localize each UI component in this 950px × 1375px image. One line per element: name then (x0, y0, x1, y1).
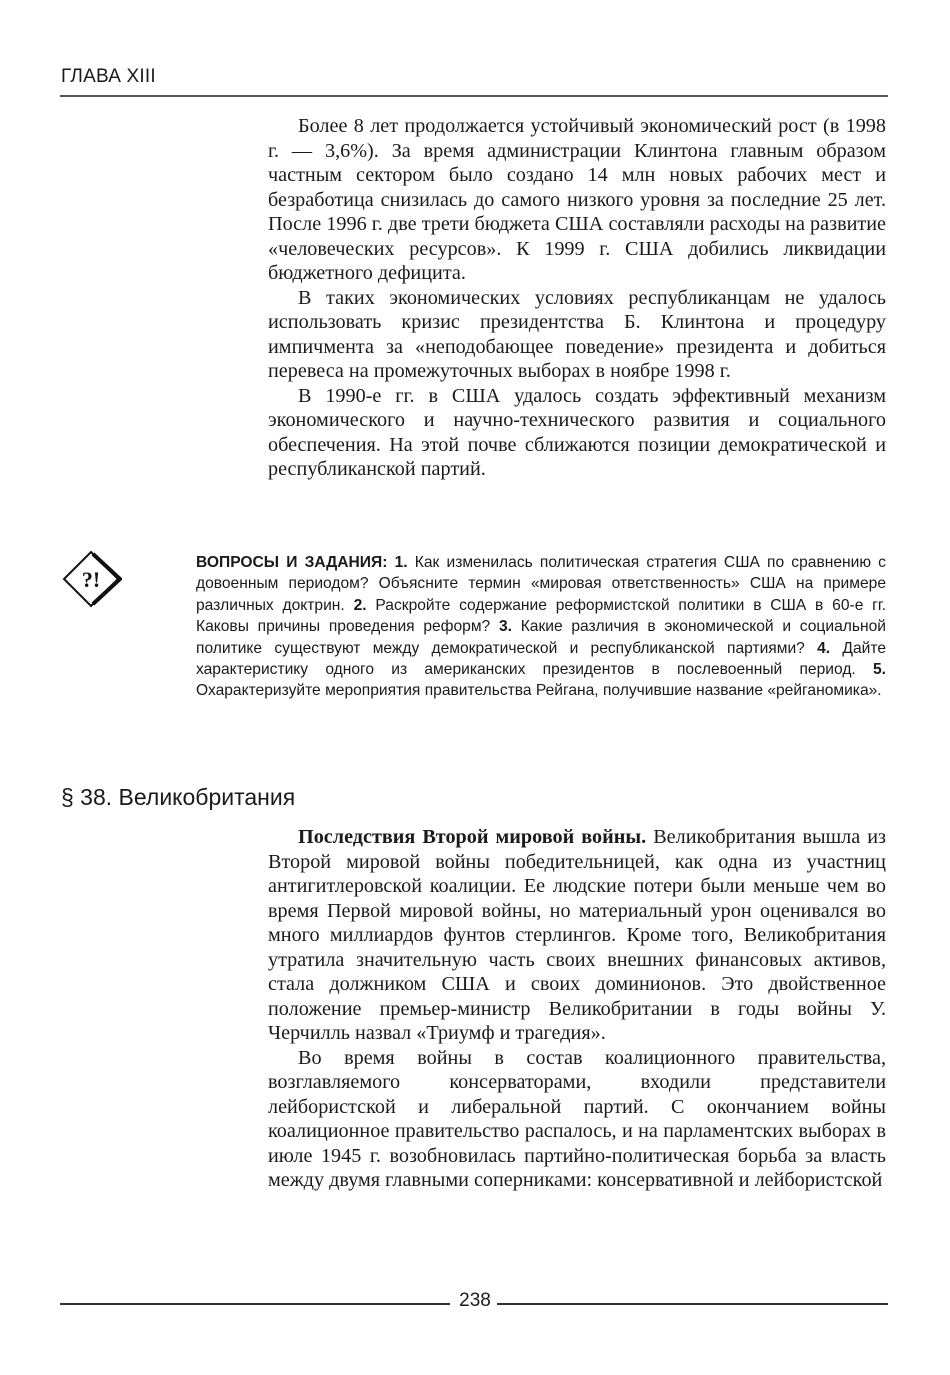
question-text: Какие различия в экономической и социальной политике существуют между демократической и республиканской партиями? (196, 618, 886, 657)
text-block-britain (268, 825, 886, 1193)
paragraph-lead: Последствия Второй мировой войны. (298, 826, 647, 848)
chapter-header: ГЛАВА XIII (61, 66, 156, 87)
paragraph: Во время войны в состав коалиционного правительства, возглавляемого консерваторами, входили представители лейбористской и либеральной партий. С окончанием войны коалиционное правительство распалось, и на парламентских выборах в июле 1945 г. возобновилась партийно-политическая борьба за власть между двумя главными соперниками: консервативной и лейбористской (268, 1046, 886, 1191)
question-exclamation-diamond-icon (60, 548, 122, 610)
question-number: 4. (817, 639, 831, 657)
question-number: 5. (872, 661, 886, 679)
question-text: Раскройте содержание реформистской политики в США в 60-е гг. Каковы причины проведения реформ? (196, 596, 886, 636)
icon-glyph: ?! (81, 567, 101, 592)
header-divider (60, 95, 888, 97)
questions-and-tasks (196, 552, 886, 702)
paragraph-text: Великобритания вышла из Второй мировой войны победительницей, как одна из участниц антигитлеровской коалиции. Ее людские потери были меньше чем во время Первой мировой войны, но материальный урон оценивался во много миллиардов фунтов стерлингов. Кроме того, Великобритания утратила значительную часть своих внешних финансовых активов, стала должником США и своих доминионов. Это двойственное положение премьер-министр Великобритании в годы войны У. Черчилль назвал «Триумф и трагедия». (268, 826, 886, 1044)
footer-divider-right (497, 1303, 888, 1305)
paragraph: Более 8 лет продолжается устойчивый экономический рост (в 1998 г. — 3,6%). За время администрации Клинтона главным образом частным сектором было создано 14 млн новых рабочих мест и безработица снизилась до самого низкого уровня за последние 25 лет. После 1996 г. две трети бюджета США составляли расходы на развитие «человеческих ресурсов». К 1999 г. США добились ликвидации бюджетного дефицита. (268, 115, 886, 284)
question-number: 3. (498, 618, 512, 636)
page-footer (60, 1290, 888, 1316)
page-number: 238 (459, 1290, 491, 1311)
questions-label: ВОПРОСЫ И ЗАДАНИЯ: (196, 554, 388, 571)
question-text: Дайте характеристику одного из американских президентов в послевоенный период. (196, 639, 886, 679)
paragraph: В 1990-е гг. в США удалось создать эффективный механизм экономического и научно-технического развития и социального обеспечения. На этой почве сближаются позиции демократической и республиканской партий. (268, 384, 886, 480)
footer-divider-left (60, 1303, 450, 1305)
question-number: 1. (394, 554, 408, 571)
paragraph: В таких экономических условиях республиканцам не удалось использовать кризис президентства Б. Клинтона и процедуру импичмента за «неподобающее поведение» президента и добиться перевеса на промежуточных выборах в ноябре 1998 г. (268, 286, 886, 382)
section-title: § 38. Великобритания (61, 784, 296, 810)
question-number: 2. (353, 596, 367, 614)
question-text: Как изменилась политическая стратегия США по сравнению с довоенным периодом? Объясните термин «мировая ответственность» США на примере различных доктрин. (196, 554, 886, 614)
text-block-usa (268, 114, 886, 482)
paragraph (268, 825, 886, 1046)
question-text: Охарактеризуйте мероприятия правительства Рейгана, получившие название «рейганомика». (196, 682, 882, 700)
